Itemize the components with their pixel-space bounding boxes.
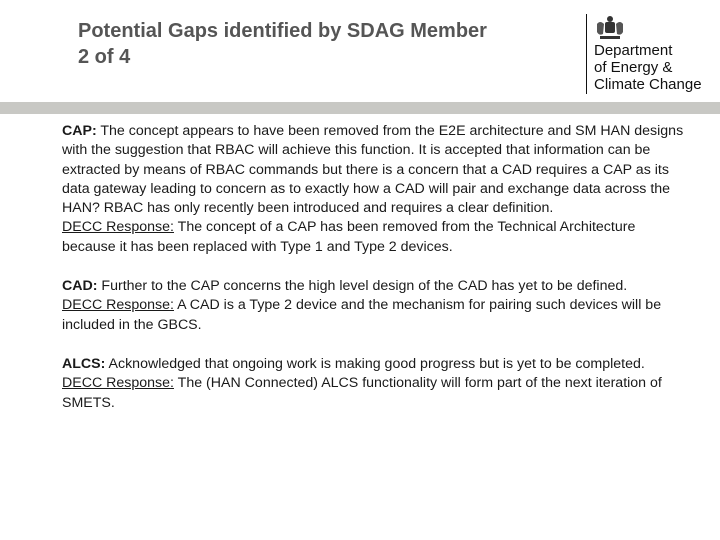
gap-label: ALCS: — [62, 355, 106, 372]
department-name-line3: Climate Change — [594, 76, 702, 93]
logo-divider — [586, 14, 587, 94]
slide-title — [78, 18, 558, 70]
response-label: DECC Response: — [62, 219, 174, 236]
gap-label: CAP: — [62, 123, 97, 139]
response-label: DECC Response: — [62, 297, 174, 314]
response-text: The (HAN Connected) ALCS functionality will form part of the next iteration of SMETS. — [62, 375, 662, 411]
department-name-line2: of Energy & — [594, 59, 673, 76]
content-body — [62, 122, 688, 433]
gap-item-cap — [62, 122, 688, 257]
royal-coat-of-arms-icon — [594, 14, 626, 42]
gap-label: CAD: — [62, 278, 98, 295]
gap-item-alcs — [62, 355, 688, 413]
gap-item-cad — [62, 277, 688, 335]
header-divider-bar — [0, 102, 720, 114]
response-label: DECC Response: — [62, 375, 174, 392]
department-name-line1: Department — [594, 42, 673, 59]
slide-title-line2: 2 of 4 — [78, 46, 131, 68]
response-text: The concept of a CAP has been removed from the Technical Architecture because it has been replaced with Type 1 and Type 2 devices. — [62, 219, 636, 255]
response-text: A CAD is a Type 2 device and the mechanism for pairing such devices will be included in the GBCS. — [62, 297, 662, 333]
slide-title-line1: Potential Gaps identified by SDAG Member — [78, 20, 487, 42]
gap-text: The concept appears to have been removed from the E2E architecture and SM HAN designs with the suggestion that RBAC will achieve this function. It is accepted that information can be extracted by means of RBAC commands but there is a concern that a CAD requires a CAP as its data gateway leading to concern as to exactly how a CAD will pair and exchange data across the HAN? RBAC has only recently been introduced and requires a clear definition. — [62, 123, 684, 217]
gap-text: Further to the CAP concerns the high level design of the CAD has yet to be defined. — [101, 278, 628, 295]
gap-text: Acknowledged that ongoing work is making good progress but is yet to be completed. — [108, 355, 645, 372]
department-name — [594, 42, 702, 93]
